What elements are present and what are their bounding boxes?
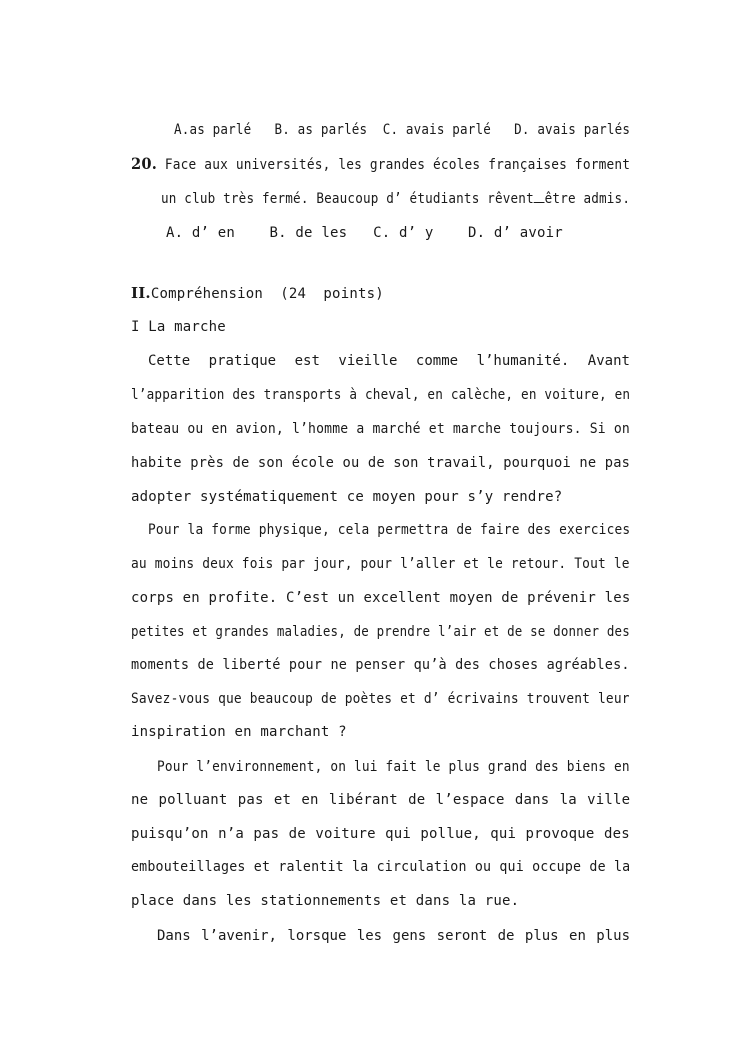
q20-line1 — [131, 155, 630, 174]
word: Avant — [587, 353, 630, 369]
p2-line6: Savez-vous que beaucoup de poètes et d’ écrivains trouvent leur — [131, 691, 630, 707]
word: Cette — [148, 353, 191, 369]
word: vieille — [338, 353, 398, 369]
p4-line1 — [157, 927, 630, 945]
p2-line4: petites et grandes maladies, de prendre l’air et de se donner des — [131, 624, 630, 640]
q20-stem-line2-after: être admis. — [544, 191, 631, 207]
word: gens — [392, 928, 427, 944]
word: comme — [415, 353, 459, 369]
text-title: I La marche — [131, 319, 226, 335]
p3-line4: embouteillages et ralentit la circulation ou qui occupe de la — [131, 859, 631, 875]
p1-line4: habite près de son école ou de son travail, pourquoi ne pas — [131, 455, 631, 471]
q20-line2 — [161, 189, 630, 208]
word: Dans — [157, 928, 191, 944]
p2-line1: Pour la forme physique, cela permettra de faire des exercices — [148, 522, 631, 538]
p2-line2: au moins deux fois par jour, pour l’aller et le retour. Tout le — [131, 556, 630, 572]
p1-line5: adopter systématiquement ce moyen pour s’y rendre? — [131, 489, 563, 505]
section-heading — [131, 284, 384, 303]
section-title: Compréhension (24 points) — [150, 286, 384, 302]
p2-line3: corps en profite. C’est un excellent moyen de prévenir les — [131, 590, 631, 606]
p2-line5: moments de liberté pour ne penser qu’à des choses agréables. — [131, 657, 630, 673]
p3-line2: ne polluant pas et en libérant de l’espace dans la ville — [131, 792, 631, 808]
p3-line1: Pour l’environnement, on lui fait le plus grand des biens en — [157, 759, 630, 775]
q20-number: 20. — [131, 154, 157, 173]
word: de — [497, 928, 515, 944]
q20-stem-line1: Face aux universités, les grandes écoles françaises forment — [156, 157, 631, 173]
p1-line1 — [148, 352, 630, 370]
p3-line3: puisqu’on n’a pas de voiture qui pollue, qui provoque des — [131, 826, 630, 842]
word: seront — [436, 928, 488, 944]
word: plus — [596, 928, 630, 944]
p2-line7: inspiration en marchant ? — [131, 724, 347, 740]
word: est — [294, 353, 320, 369]
section-number: II. — [131, 284, 151, 302]
word: lorsque — [287, 928, 347, 944]
word: plus — [524, 928, 559, 944]
p1-line2: l’apparition des transports à cheval, en calèche, en voiture, en — [131, 387, 631, 403]
q20-options: A. d’ en B. de les C. d’ y D. d’ avoir — [166, 225, 563, 241]
p1-line3: bateau ou en avion, l’homme a marché et marche toujours. Si on — [131, 421, 630, 437]
p3-line5: place dans les stationnements et dans la rue. — [131, 893, 520, 909]
word: pratique — [208, 353, 277, 369]
word: l’humanité. — [476, 353, 570, 369]
q20-stem-line2-before: un club très fermé. Beaucoup d’ étudiants rêvent — [161, 191, 534, 207]
answer-blank — [534, 189, 545, 203]
word: l’avenir, — [201, 928, 277, 944]
q19-options: A.as parlé B. as parlés C. avais parlé D. avais parlés — [174, 122, 631, 138]
word: les — [356, 928, 383, 944]
word: en — [569, 928, 586, 944]
